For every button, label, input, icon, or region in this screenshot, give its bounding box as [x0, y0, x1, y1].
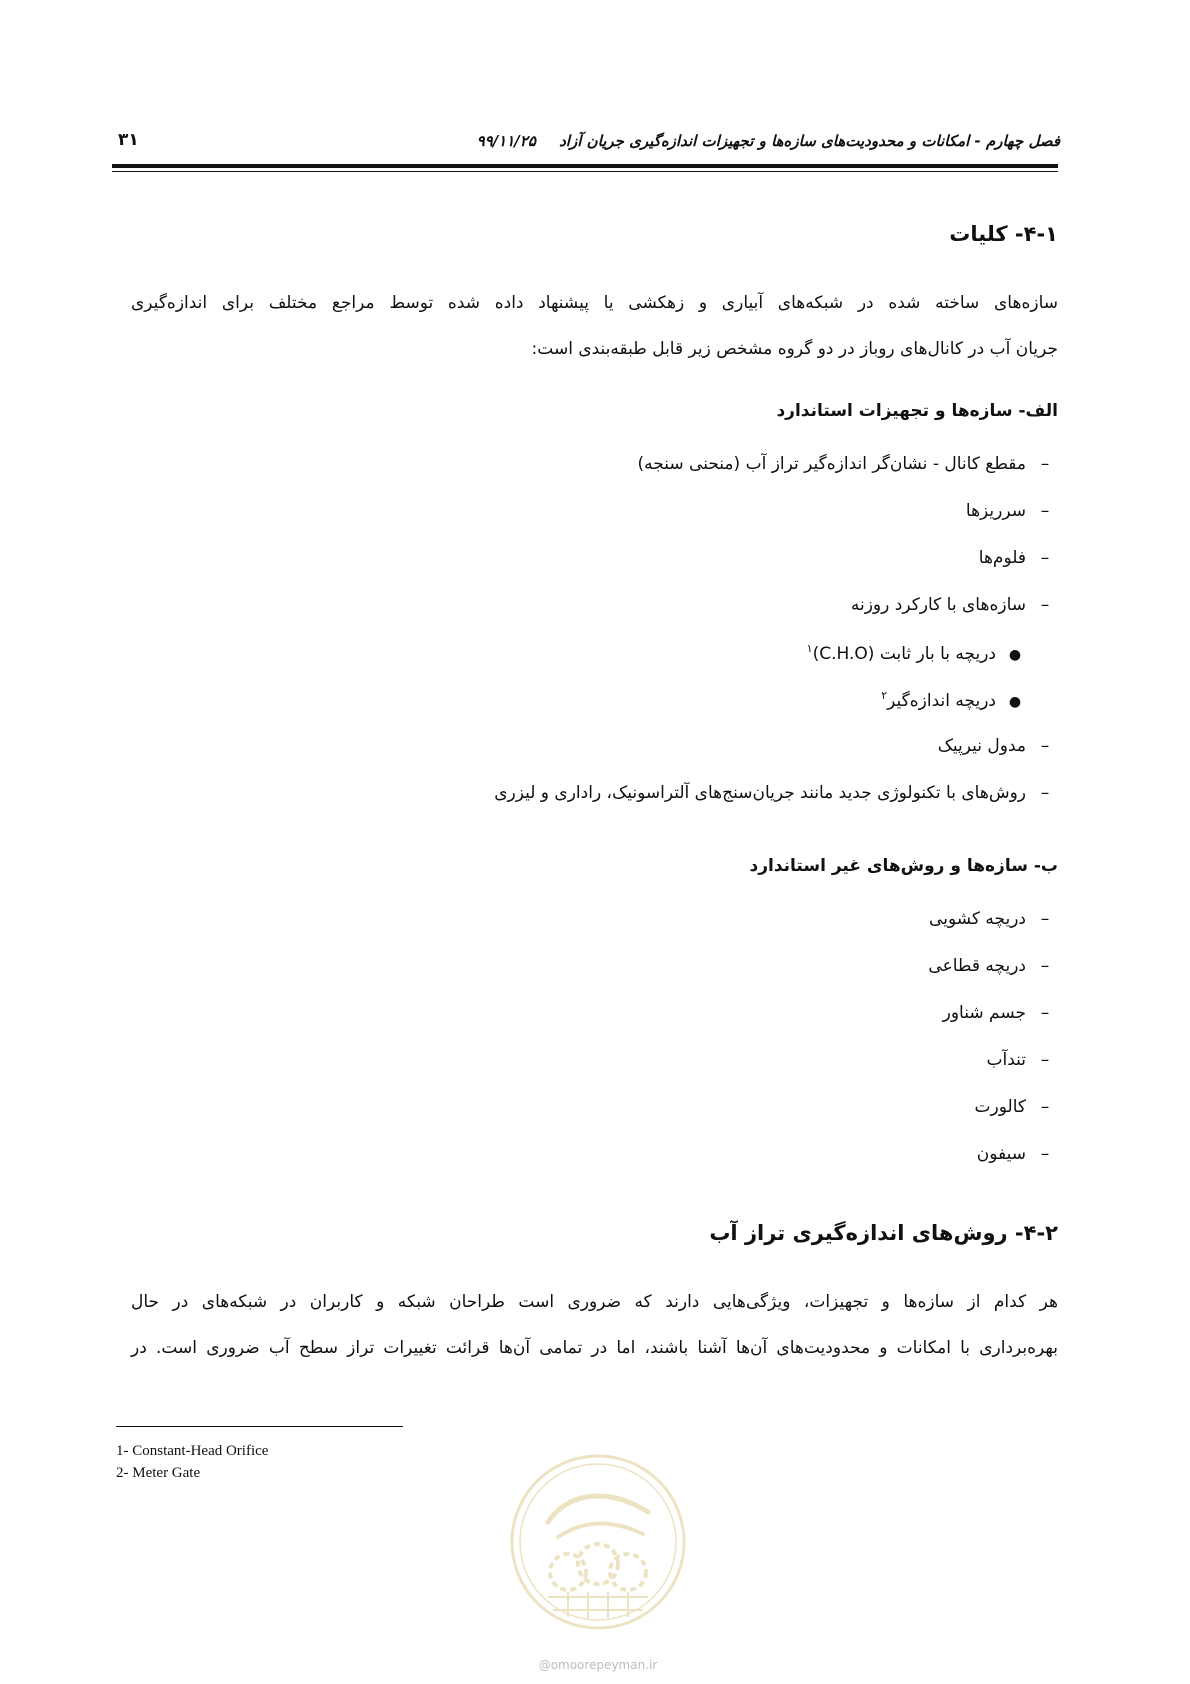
sub-list-item: [807, 642, 1028, 664]
list-item-text: تندآب: [986, 1050, 1026, 1070]
footnote-ref: ۱: [806, 642, 813, 655]
footnote-ref: ۲: [881, 689, 888, 702]
list-item-text: کالورت: [974, 1097, 1026, 1117]
list-item: [929, 909, 1058, 929]
list-item: [966, 501, 1058, 521]
list-item-text: روش‌های با تکنولوژی جدید مانند جریان‌سنج‌های آلتراسونیک، راداری و لیزری: [494, 783, 1026, 803]
list-item: [494, 783, 1058, 803]
list-item-text: فلوم‌ها: [978, 548, 1026, 568]
list-item-text: سازه‌های با کارکرد روزنه: [850, 595, 1026, 615]
dash-marker: –: [1040, 454, 1050, 474]
list-item: [851, 595, 1058, 615]
dash-marker: –: [1040, 1050, 1050, 1070]
list-item: [975, 1097, 1058, 1117]
dash-marker: –: [1040, 1144, 1050, 1164]
list-item-text: جسم شناور: [942, 1003, 1026, 1023]
dash-marker: –: [1040, 501, 1050, 521]
list-item-text: دریچه کشویی: [929, 909, 1026, 929]
group-a-title: الف- سازه‌ها و تجهیزات استاندارد: [776, 401, 1058, 421]
section-heading-2: ۴-۲- روش‌های اندازه‌گیری تراز آب: [709, 1221, 1058, 1245]
chapter-title: فصل چهارم - امکانات و محدودیت‌های سازه‌ها و تجهیزات اندازه‌گیری جریان آزاد: [559, 132, 1060, 150]
dash-marker: –: [1040, 1003, 1050, 1023]
watermark-site: @omoorepeyman.ir: [538, 1658, 658, 1672]
group-b-title: ب- سازه‌ها و روش‌های غیر استاندارد: [749, 856, 1058, 876]
dash-marker: –: [1040, 595, 1050, 615]
list-item: [986, 1050, 1058, 1070]
list-item: [979, 548, 1058, 568]
bullet-marker: ●: [1008, 646, 1022, 663]
list-item: [943, 1003, 1058, 1023]
header-rule-thin: [112, 171, 1058, 172]
dash-marker: –: [1040, 736, 1050, 756]
footnote-1: 1- Constant-Head Orifice: [116, 1443, 269, 1459]
list-item-text: سرریزها: [965, 501, 1026, 521]
section-heading-1: ۴-۱- کلیات: [949, 222, 1058, 246]
bullet-marker: ●: [1008, 693, 1022, 710]
list-item-text: سیفون: [976, 1144, 1026, 1164]
dash-marker: –: [1040, 783, 1050, 803]
watermark-seal-icon: [508, 1452, 688, 1632]
dash-marker: –: [1040, 548, 1050, 568]
section1-paragraph-line-1: سازه‌های ساخته شده در شبکه‌های آبیاری و زهکشی یا پیشنهاد داده شده توسط مراجع مختلف برای اندازه‌گیری: [131, 293, 1058, 313]
list-item-text: مدول نیرپیک: [937, 736, 1026, 756]
page-number: ۳۱: [118, 130, 139, 150]
dash-marker: –: [1040, 909, 1050, 929]
section2-paragraph-line-1: هر کدام از سازه‌ها و تجهیزات، ویژگی‌هایی دارند که ضروری است طراحان شبکه و کاربران در شبکه‌های در حال: [131, 1292, 1058, 1312]
list-item: [977, 1144, 1058, 1164]
dash-marker: –: [1040, 1097, 1050, 1117]
list-item-text: دریچه قطاعی: [928, 956, 1026, 976]
footnote-2: 2- Meter Gate: [116, 1465, 201, 1481]
sub-list-item-text: دریچه با بار ثابت (C.H.O): [812, 643, 996, 664]
running-header: [477, 132, 1060, 150]
section1-paragraph-line-2: جریان آب در کانال‌های روباز در دو گروه مشخص زیر قابل طبقه‌بندی است:: [531, 339, 1058, 359]
header-rule-thick: [112, 164, 1058, 168]
dash-marker: –: [1040, 956, 1050, 976]
section2-paragraph-line-2: بهره‌برداری با امکانات و محدودیت‌های آن‌ها آشنا باشند، اما در تمامی آن‌ها قرائت تغییرات تراز سطح آب ضروری است. در: [131, 1338, 1058, 1358]
list-item: [928, 956, 1058, 976]
list-item: [938, 736, 1058, 756]
list-item-text: مقطع کانال - نشان‌گر اندازه‌گیر تراز آب (منحنی سنجه): [637, 454, 1026, 474]
sub-list-item: [881, 689, 1028, 711]
header-date: ۹۹/۱۱/۲۵: [476, 132, 536, 150]
sub-list-item-text: دریچه اندازه‌گیر: [887, 690, 996, 711]
footnote-separator: [116, 1426, 403, 1427]
list-item: [638, 454, 1058, 474]
